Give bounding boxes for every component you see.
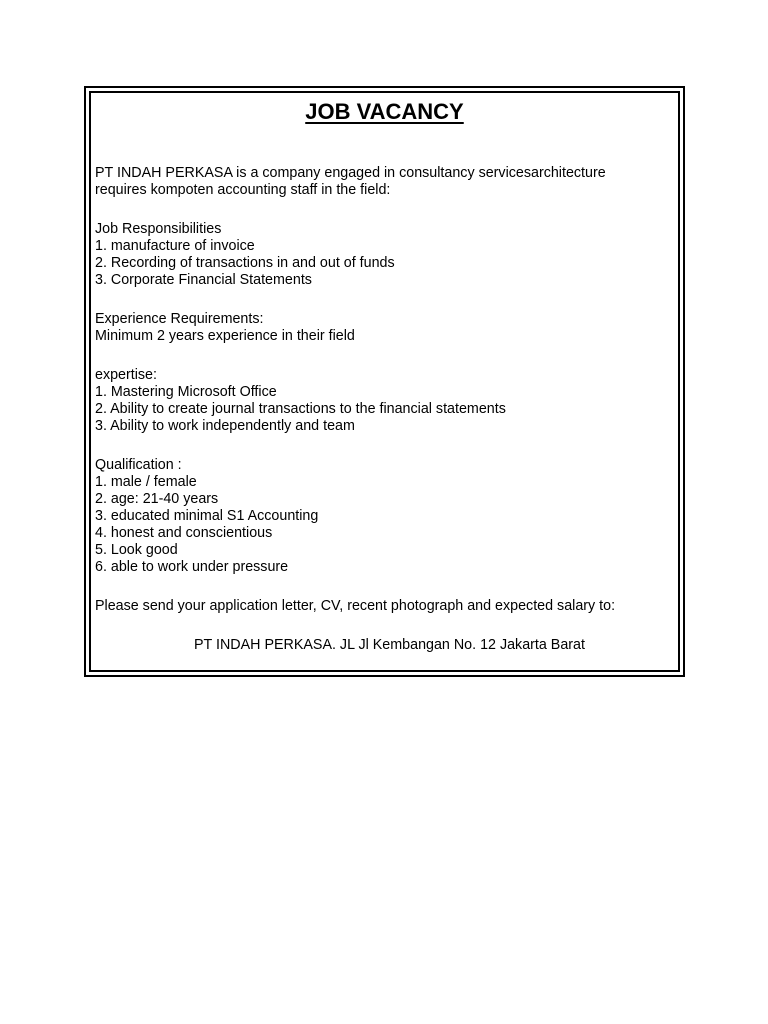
qualification-section <box>95 457 680 576</box>
list-item: 3. Ability to work independently and team <box>95 418 355 434</box>
closing-section <box>95 598 680 615</box>
intro-line: requires kompoten accounting staff in the field: <box>95 182 391 198</box>
closing-text: Please send your application letter, CV, recent photograph and expected salary to: <box>95 598 616 614</box>
section-heading: Qualification : <box>95 457 182 473</box>
responsibilities-section <box>95 221 680 289</box>
list-item: 5. Look good <box>95 542 178 558</box>
experience-section <box>95 311 680 345</box>
list-item: 2. age: 21-40 years <box>95 491 219 507</box>
company-address: PT INDAH PERKASA. JL Jl Kembangan No. 12 Jakarta Barat <box>194 637 585 653</box>
list-item: 2. Recording of transactions in and out of funds <box>95 255 395 271</box>
intro-paragraph <box>95 165 680 199</box>
document-frame <box>84 86 685 677</box>
list-item: Minimum 2 years experience in their field <box>95 328 355 344</box>
document-inner-frame <box>89 91 680 672</box>
document-body <box>95 165 680 654</box>
section-heading: expertise: <box>95 367 157 383</box>
list-item: 3. Corporate Financial Statements <box>95 272 312 288</box>
list-item: 1. Mastering Microsoft Office <box>95 384 277 400</box>
section-heading: Experience Requirements: <box>95 311 264 327</box>
document-title: JOB VACANCY <box>305 99 464 124</box>
list-item: 1. manufacture of invoice <box>95 238 255 254</box>
list-item: 6. able to work under pressure <box>95 559 289 575</box>
document-title-wrap <box>91 99 678 125</box>
list-item: 1. male / female <box>95 474 197 490</box>
intro-line: PT INDAH PERKASA is a company engaged in consultancy servicesarchitecture <box>95 165 606 181</box>
list-item: 4. honest and conscientious <box>95 525 273 541</box>
list-item: 2. Ability to create journal transactions to the financial statements <box>95 401 506 417</box>
expertise-section <box>95 367 680 435</box>
list-item: 3. educated minimal S1 Accounting <box>95 508 319 524</box>
section-heading: Job Responsibilities <box>95 221 222 237</box>
